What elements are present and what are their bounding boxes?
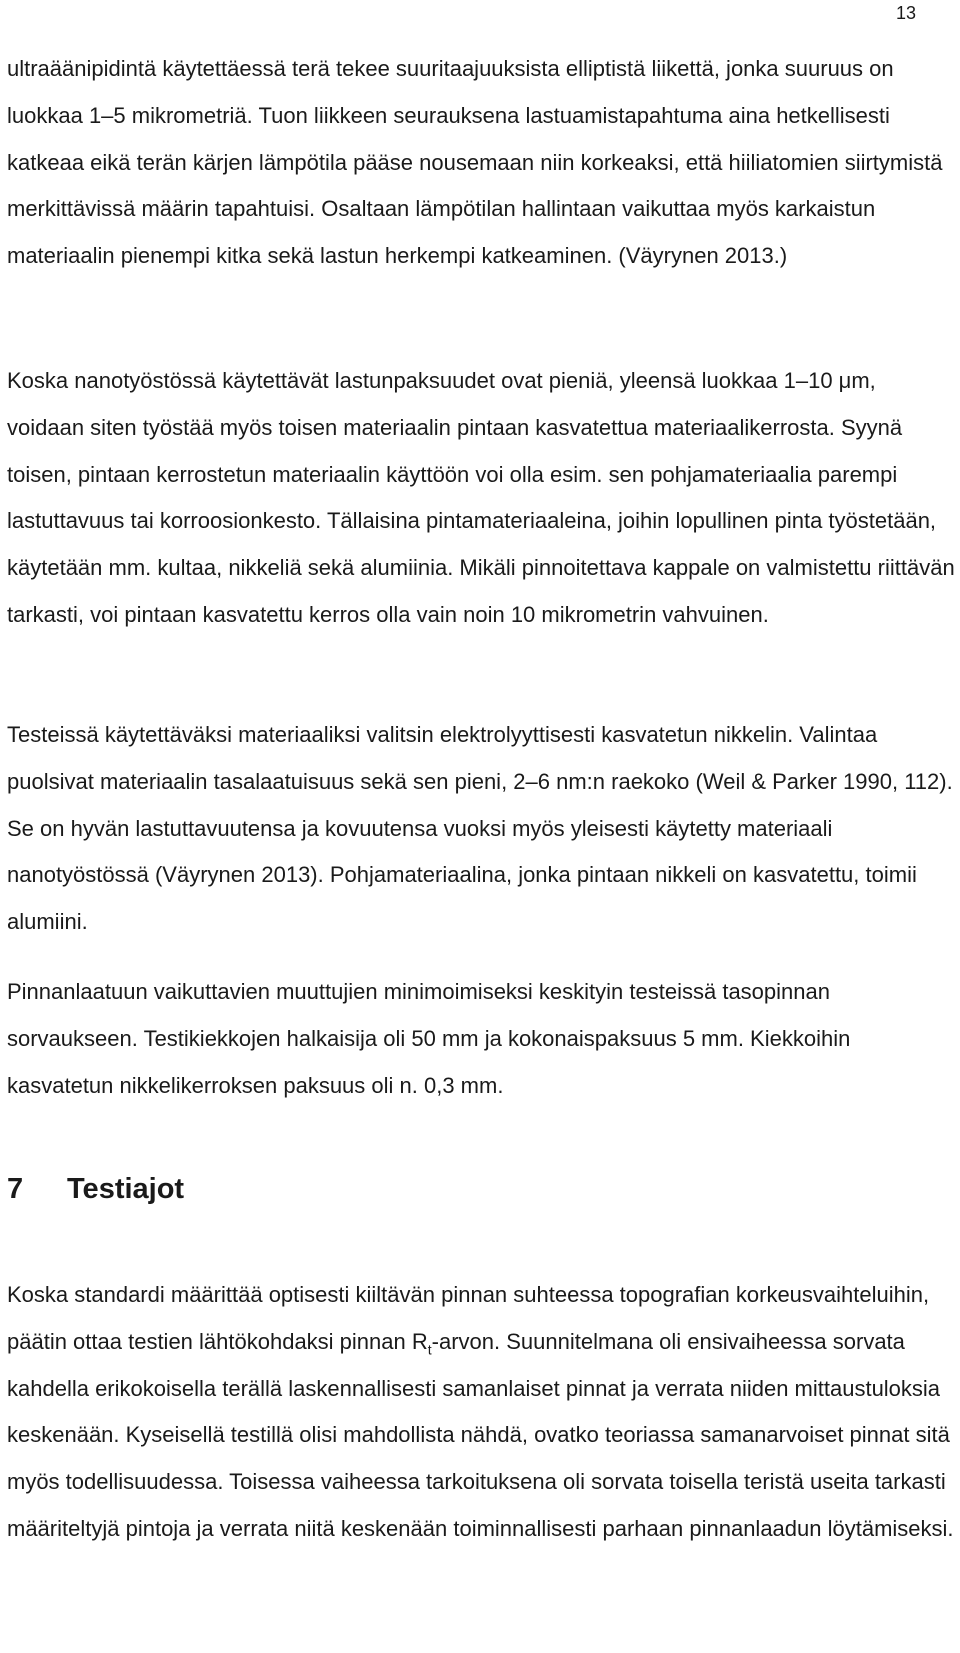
section-heading — [7, 1165, 184, 1213]
paragraph-material-choice: Testeissä käytettäväksi materiaaliksi valitsin elektrolyyttisesti kasvatetun nikkelin. Valintaa puolsivat materiaalin tasalaatuisuus sekä sen pieni, 2–6 nm:n raekoko (Weil & Parker 1990, 112). Se on hyvän lastuttavuutensa ja kovuutensa vuoksi myös yleisesti käytetty materiaali nanotyöstössä (Väyrynen 2013). Pohjamateriaalina, jonka pintaan nikkeli on kasvatettu, toimii alumiini. — [7, 722, 953, 935]
section-number: 7 — [7, 1173, 24, 1205]
paragraph-cutting-motion: ultraäänipidintä käytettäessä terä tekee suuritaajuuksista elliptistä liikettä, jonka suuruus on luokkaa 1–5 mikrometriä. Tuon liikkeen seurauksena lastuamistapahtuma aina hetkellisesti katkeaa eikä terän kärjen lämpötila pääse nousemaan niin korkeaksi, että hiiliatomien siirtymistä merkittävissä määrin tapahtuisi. Osaltaan lämpötilan hallintaan vaikuttaa myös karkaistun materiaalin pienempi kitka sekä lastun herkempi katkeaminen. (Väyrynen 2013.) — [7, 56, 943, 269]
paragraph-test-plan — [7, 1272, 955, 1553]
paragraph-layer-thickness: Koska nanotyöstössä käytettävät lastunpaksuudet ovat pieniä, yleensä luokkaa 1–10 μm, voidaan siten työstää myös toisen materiaalin pintaan kasvatettua materiaalikerrosta. Syynä toisen, pintaan kerrostetun materiaalin käyttöön voi olla esim. sen pohjamateriaalia parempi lastuttavuus tai korroosionkesto. Tällaisina pintamateriaaleina, joihin lopullinen pinta työstetään, käytetään mm. kultaa, nikkeliä sekä alumiinia. Mikäli pinnoitettava kappale on valmistettu riittävän tarkasti, voi pintaan kasvatettu kerros olla vain noin 10 mikrometrin vahvuinen. — [7, 368, 955, 627]
paragraph-text-before-subscript: Koska standardi määrittää optisesti kiiltävän pinnan suhteessa topografian korkeusvaihteluihin, päätin ottaa testien lähtökohdaksi pinnan R — [7, 1282, 930, 1354]
paragraph-text-after-subscript: -arvon. Suunnitelmana oli ensivaiheessa sorvata kahdella erikokoisella terällä laskennallisesti samanlaiset pinnat ja verrata niiden mittaustuloksia keskenään. Kyseisellä testillä olisi mahdollista nähdä, ovatko teoriassa samanarvoiset pinnat sitä myös todellisuudessa. Toisessa vaiheessa tarkoituksena oli sorvata toisella teristä useita tarkasti määriteltyjä pintoja ja verrata niitä keskenään toiminnallisesti parhaan pinnanlaadun löytämiseksi. — [7, 1328, 954, 1541]
paragraph-test-discs: Pinnanlaatuun vaikuttavien muuttujien minimoimiseksi keskityin testeissä tasopinnan sorvaukseen. Testikiekkojen halkaisija oli 50 mm ja kokonaispaksuus 5 mm. Kiekkoihin kasvatetun nikkelikerroksen paksuus oli n. 0,3 mm. — [7, 979, 851, 1098]
section-title: Testiajot — [67, 1173, 185, 1205]
page-number: 13 — [895, 3, 916, 23]
subscript-t: t — [427, 1341, 432, 1358]
